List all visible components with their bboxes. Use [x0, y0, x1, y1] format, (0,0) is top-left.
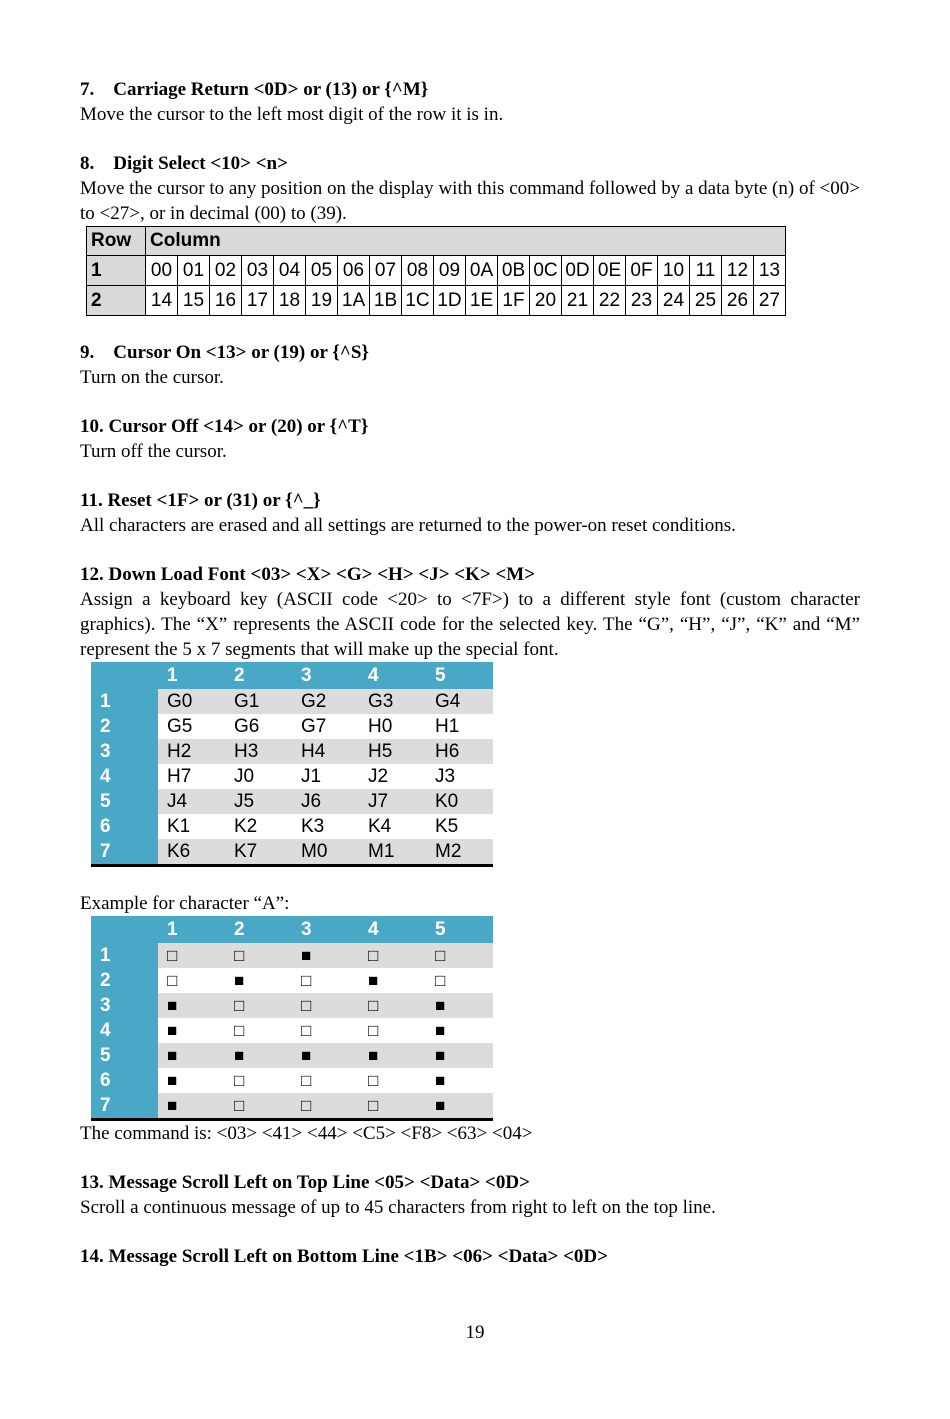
pixel-cell: □: [292, 993, 359, 1018]
pixel-cell: □: [225, 1093, 292, 1120]
digit-cell: 0A: [466, 256, 498, 286]
digit-cell: 25: [690, 286, 722, 316]
segment-cell: G5: [167, 715, 193, 737]
pixel-cell: □: [292, 1093, 359, 1120]
digit-cell: 06: [338, 256, 370, 286]
row-label: 2: [87, 286, 146, 316]
digit-cell: 1E: [466, 286, 498, 316]
section-11-title: 11. Reset <1F> or (31) or {^_}: [80, 490, 321, 511]
column-label: 2: [225, 916, 292, 943]
section-7-title: 7. Carriage Return <0D> or (13) or {^M}: [80, 79, 429, 100]
digit-cell: 1A: [338, 286, 370, 316]
pixel-cell: □: [359, 943, 426, 968]
segment-cell: M2: [426, 839, 493, 866]
column-header: Column: [146, 227, 786, 256]
pixel-cell: ■: [167, 1020, 178, 1040]
segment-cell: K5: [435, 815, 459, 837]
row-label: 3: [91, 993, 158, 1018]
pixel-cell: ■: [292, 1043, 359, 1068]
font-row: [91, 689, 493, 714]
pixel-cell: ■: [426, 1043, 493, 1068]
font-row: [91, 714, 493, 739]
font-row: [91, 739, 493, 764]
digit-cell: 1D: [434, 286, 466, 316]
pixel-cell: ■: [234, 970, 245, 990]
pixel-cell: ■: [158, 1043, 225, 1068]
row-label: 1: [91, 943, 158, 968]
font-row: [91, 764, 493, 789]
row-label: 3: [91, 739, 158, 764]
page-number: 19: [465, 1322, 485, 1343]
pixel-cell: □: [301, 1020, 312, 1040]
pixel-cell: □: [368, 1020, 379, 1040]
example-row: [91, 968, 493, 993]
segment-cell: K6: [158, 839, 225, 866]
pixel-cell: ■: [167, 1070, 178, 1090]
column-label: 4: [359, 916, 426, 943]
segment-cell: G6: [234, 715, 260, 737]
digit-cell: 04: [274, 256, 306, 286]
digit-cell: 0D: [562, 256, 594, 286]
digit-cell: 0E: [594, 256, 626, 286]
section-10-body: Turn off the cursor.: [80, 441, 227, 462]
example-row: [91, 993, 493, 1018]
segment-cell: J3: [435, 765, 456, 787]
pixel-cell: ■: [435, 1020, 446, 1040]
pixel-cell: ■: [158, 993, 225, 1018]
row-label: 1: [91, 689, 158, 714]
section-11-body: All characters are erased and all settings are returned to the power-on reset conditions.: [80, 515, 736, 536]
digit-cell: 21: [562, 286, 594, 316]
digit-cell: 1F: [498, 286, 530, 316]
pixel-cell: □: [301, 1070, 312, 1090]
column-label: 3: [292, 662, 359, 689]
pixel-cell: □: [359, 993, 426, 1018]
font-row: [91, 789, 493, 814]
pixel-cell: ■: [158, 1093, 225, 1120]
segment-cell: K1: [167, 815, 191, 837]
column-label: 5: [426, 916, 493, 943]
pixel-cell: ■: [435, 1070, 446, 1090]
section-13-title: 13. Message Scroll Left on Top Line <05> <Data> <0D>: [80, 1172, 530, 1193]
digit-cell: 20: [530, 286, 562, 316]
section-13-body: Scroll a continuous message of up to 45 characters from right to left on the top line.: [80, 1197, 716, 1218]
segment-cell: M1: [359, 839, 426, 866]
digit-cell: 19: [306, 286, 338, 316]
row-label: 4: [91, 764, 158, 789]
row-label: 6: [91, 1068, 158, 1093]
digit-cell: 0B: [498, 256, 530, 286]
segment-cell: K0: [426, 789, 493, 814]
document-page: [80, 78, 860, 1269]
row-label: 5: [91, 789, 158, 814]
digit-cell: 24: [658, 286, 690, 316]
column-label: 3: [292, 916, 359, 943]
segment-cell: M0: [292, 839, 359, 866]
digit-cell: 10: [658, 256, 690, 286]
section-14-title: 14. Message Scroll Left on Bottom Line <1B> <06> <Data> <0D>: [80, 1246, 608, 1267]
digit-cell: 07: [370, 256, 402, 286]
digit-cell: 27: [754, 286, 786, 316]
segment-cell: H6: [426, 739, 493, 764]
example-row: [91, 1093, 493, 1120]
section-9-title: 9. Cursor On <13> or (19) or {^S}: [80, 342, 369, 363]
pixel-cell: □: [225, 943, 292, 968]
pixel-cell: □: [435, 970, 446, 990]
pixel-cell: □: [301, 970, 312, 990]
segment-cell: H0: [368, 715, 393, 737]
pixel-cell: □: [359, 1093, 426, 1120]
segment-cell: G3: [359, 689, 426, 714]
segment-cell: K7: [225, 839, 292, 866]
digit-cell: 09: [434, 256, 466, 286]
segment-cell: J7: [359, 789, 426, 814]
segment-cell: H2: [158, 739, 225, 764]
digit-select-table: [86, 226, 786, 316]
example-row: [91, 1068, 493, 1093]
example-label: Example for character “A”:: [80, 893, 290, 914]
pixel-cell: ■: [368, 970, 379, 990]
pixel-cell: □: [426, 943, 493, 968]
digit-cell: 1C: [402, 286, 434, 316]
digit-cell: 1B: [370, 286, 402, 316]
section-12-title: 12. Down Load Font <03> <X> <G> <H> <J> <K> <M>: [80, 564, 536, 585]
digit-cell: 15: [178, 286, 210, 316]
digit-cell: 03: [242, 256, 274, 286]
column-label: 1: [158, 662, 225, 689]
segment-cell: K3: [301, 815, 325, 837]
segment-cell: K4: [368, 815, 392, 837]
pixel-cell: □: [225, 993, 292, 1018]
row-label: 6: [91, 814, 158, 839]
column-label: 4: [359, 662, 426, 689]
section-8-body: Move the cursor to any position on the display with this command followed by a data byte (n) of <00> to <27>, or in decimal (00) to (39).: [80, 178, 860, 224]
row-label: 7: [91, 839, 158, 866]
example-a-table: [91, 916, 493, 1121]
row-label: 7: [91, 1093, 158, 1120]
row-header: Row: [87, 227, 146, 256]
pixel-cell: □: [158, 943, 225, 968]
row-label: 2: [91, 968, 158, 993]
font-segment-table: [91, 662, 493, 867]
digit-cell: 22: [594, 286, 626, 316]
column-label: 1: [158, 916, 225, 943]
digit-cell: 16: [210, 286, 242, 316]
segment-cell: H3: [225, 739, 292, 764]
pixel-cell: □: [167, 970, 178, 990]
digit-cell: 11: [690, 256, 722, 286]
digit-cell: 0F: [626, 256, 658, 286]
column-label: 2: [225, 662, 292, 689]
example-row: [91, 1018, 493, 1043]
pixel-cell: □: [368, 1070, 379, 1090]
segment-cell: J1: [301, 765, 322, 787]
font-row: [91, 839, 493, 866]
section-8-title: 8. Digit Select <10> <n>: [80, 153, 288, 174]
example-row: [91, 1043, 493, 1068]
digit-cell: 17: [242, 286, 274, 316]
segment-cell: J6: [292, 789, 359, 814]
segment-cell: G7: [301, 715, 327, 737]
segment-cell: J4: [158, 789, 225, 814]
segment-cell: H7: [167, 765, 192, 787]
digit-cell: 08: [402, 256, 434, 286]
command-example: The command is: <03> <41> <44> <C5> <F8> <63> <04>: [80, 1123, 533, 1144]
font-row: [91, 814, 493, 839]
pixel-cell: □: [234, 1020, 245, 1040]
digit-cell: 23: [626, 286, 658, 316]
digit-cell: 05: [306, 256, 338, 286]
digit-cell: 13: [754, 256, 786, 286]
segment-cell: K2: [234, 815, 258, 837]
segment-cell: J2: [368, 765, 389, 787]
digit-cell: 26: [722, 286, 754, 316]
row-label: 2: [91, 714, 158, 739]
segment-cell: G1: [225, 689, 292, 714]
row-label: 5: [91, 1043, 158, 1068]
example-row: [91, 943, 493, 968]
pixel-cell: ■: [292, 943, 359, 968]
pixel-cell: ■: [426, 993, 493, 1018]
segment-cell: H1: [435, 715, 460, 737]
digit-row-1: [87, 256, 786, 286]
row-label: 4: [91, 1018, 158, 1043]
digit-cell: 01: [178, 256, 210, 286]
segment-cell: J5: [225, 789, 292, 814]
pixel-cell: ■: [225, 1043, 292, 1068]
segment-cell: H5: [359, 739, 426, 764]
column-label: 5: [426, 662, 493, 689]
digit-cell: 02: [210, 256, 242, 286]
section-7-body: Move the cursor to the left most digit of the row it is in.: [80, 104, 504, 125]
digit-row-2: [87, 286, 786, 316]
digit-cell: 14: [146, 286, 178, 316]
section-10-title: 10. Cursor Off <14> or (20) or {^T}: [80, 416, 369, 437]
digit-cell: 00: [146, 256, 178, 286]
segment-cell: G0: [158, 689, 225, 714]
pixel-cell: ■: [426, 1093, 493, 1120]
pixel-cell: ■: [359, 1043, 426, 1068]
segment-cell: G4: [426, 689, 493, 714]
digit-cell: 12: [722, 256, 754, 286]
segment-cell: G2: [292, 689, 359, 714]
section-9-body: Turn on the cursor.: [80, 367, 224, 388]
pixel-cell: □: [234, 1070, 245, 1090]
row-label: 1: [87, 256, 146, 286]
segment-cell: H4: [292, 739, 359, 764]
segment-cell: J0: [234, 765, 255, 787]
digit-cell: 18: [274, 286, 306, 316]
digit-cell: 0C: [530, 256, 562, 286]
section-12-body: Assign a keyboard key (ASCII code <20> to <7F>) to a different style font (custom character graphics). The “X” represents the ASCII code for the selected key. The “G”, “H”, “J”, “K” and “M” represent the 5 x 7 segments that will make up the special font.: [80, 589, 860, 660]
